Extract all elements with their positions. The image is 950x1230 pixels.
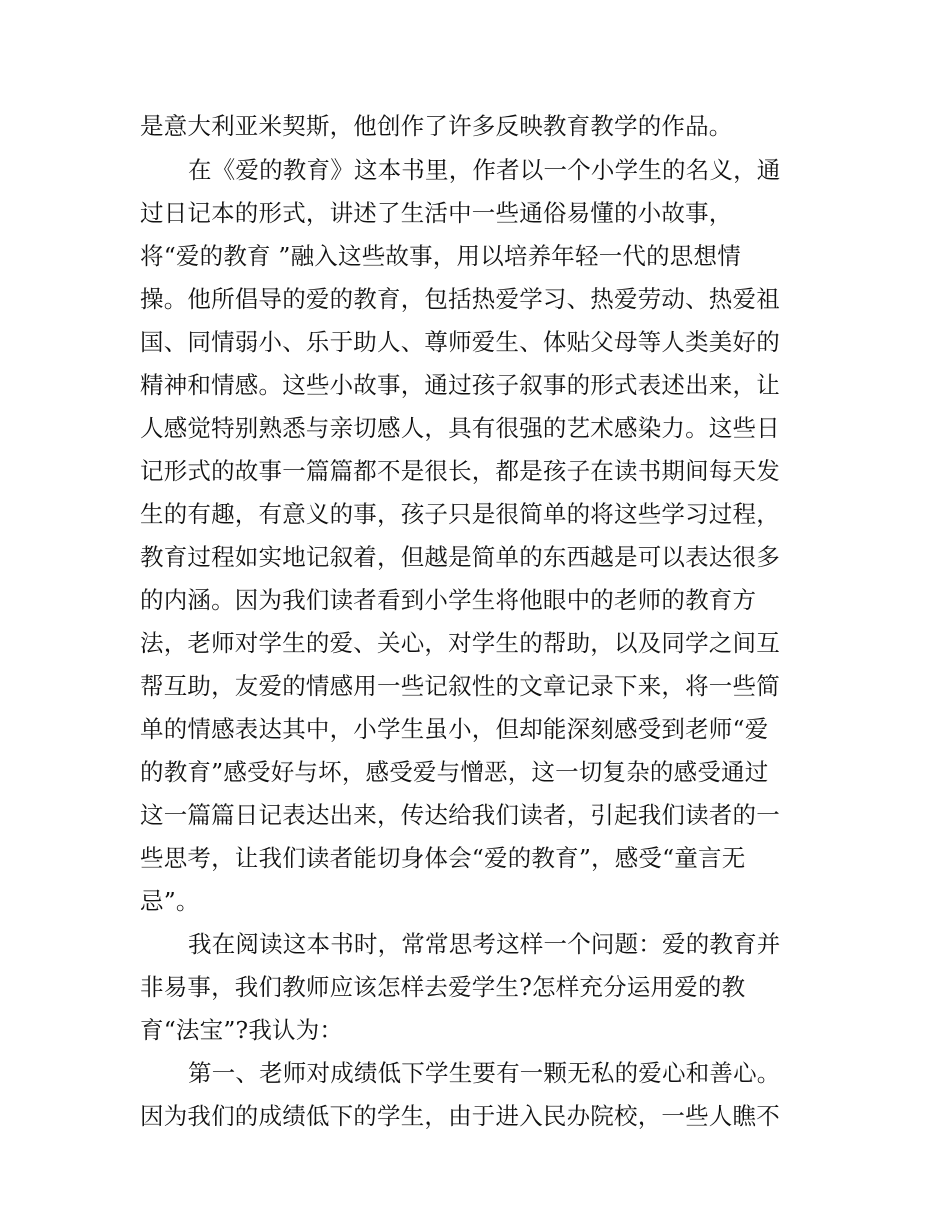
text-line-24: 因为我们的成绩低下的学生，由于进入民办院校，一些人瞧不 — [140, 1102, 780, 1130]
text-line-17: 这一篇篇日记表达出来，传达给我们读者，引起我们读者的一 — [140, 801, 780, 829]
text-line-9: 记形式的故事一篇篇都不是很长，都是孩子在读书期间每天发 — [140, 457, 780, 485]
paragraph-start-line: 第一、老师对成绩低下学生要有一颗无私的爱心和善心。 — [188, 1059, 781, 1087]
text-line-4: 将“爱的教育 ”融入这些故事，用以培养年轻一代的思想情 — [140, 242, 741, 270]
text-line-21: 非易事，我们教师应该怎样去爱学生?怎样充分运用爱的教 — [140, 973, 746, 1001]
text-line-11: 教育过程如实地记叙着，但越是简单的东西越是可以表达很多 — [140, 543, 780, 571]
text-line-1: 是意大利亚米契斯，他创作了许多反映教育教学的作品。 — [140, 112, 733, 140]
text-line-19: 忌”。 — [140, 887, 200, 915]
text-line-12: 的内涵。因为我们读者看到小学生将他眼中的老师的教育方 — [140, 586, 757, 614]
text-line-14: 帮互助，友爱的情感用一些记叙性的文章记录下来，将一些简 — [140, 672, 780, 700]
text-line-15: 单的情感表达其中，小学生虽小，但却能深刻感受到老师“爱 — [140, 715, 769, 743]
text-line-18: 些思考，让我们读者能切身体会“爱的教育”，感受“童言无 — [140, 844, 746, 872]
text-line-8: 人感觉特别熟悉与亲切感人，具有很强的艺术感染力。这些日 — [140, 414, 780, 442]
text-line-6: 国、同情弱小、乐于助人、尊师爱生、体贴父母等人类美好的 — [140, 328, 780, 356]
text-line-13: 法，老师对学生的爱、关心，对学生的帮助，以及同学之间互 — [140, 629, 780, 657]
text-line-16: 的教育”感受好与坏，感受爱与憎恶，这一切复杂的感受通过 — [140, 758, 769, 786]
text-line-10: 生的有趣，有意义的事，孩子只是很简单的将这些学习过程， — [140, 500, 780, 528]
text-line-22: 育“法宝”?我认为： — [140, 1016, 344, 1044]
text-line-5: 操。他所倡导的爱的教育，包括热爱学习、热爱劳动、热爱祖 — [140, 285, 780, 313]
paragraph-start-line: 我在阅读这本书时，常常思考这样一个问题：爱的教育并 — [188, 930, 781, 958]
text-line-7: 精神和情感。这些小故事，通过孩子叙事的形式表述出来，让 — [140, 371, 780, 399]
paragraph-start-line: 在《爱的教育》这本书里，作者以一个小学生的名义，通 — [188, 156, 781, 184]
text-line-3: 过日记本的形式，讲述了生活中一些通俗易懂的小故事， — [140, 199, 733, 227]
